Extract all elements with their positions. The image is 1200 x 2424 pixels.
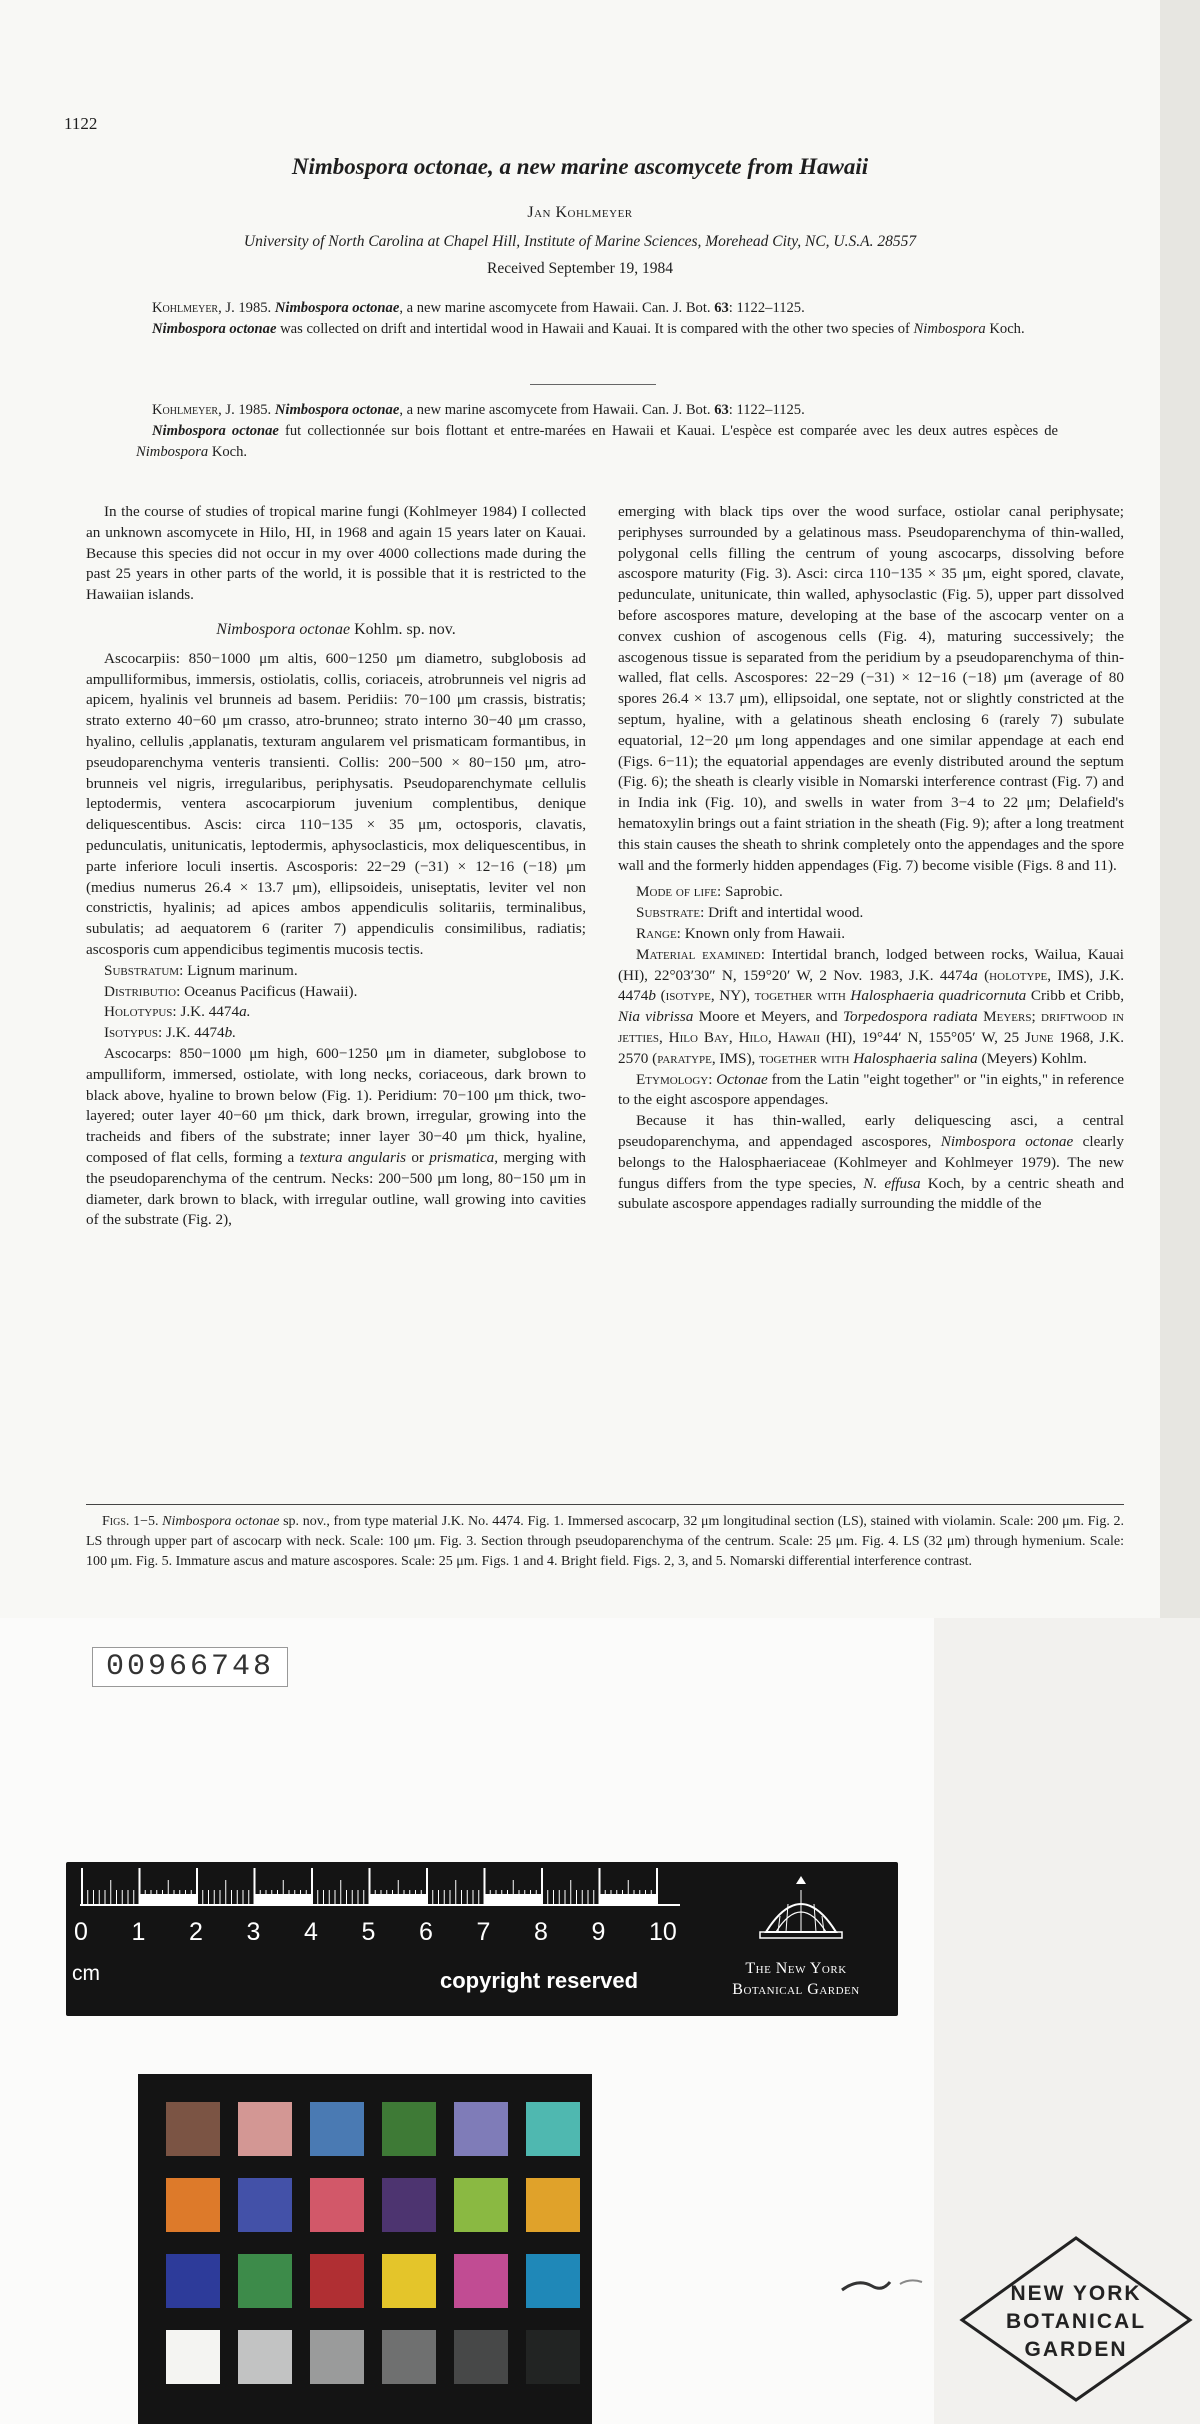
material-label: Material examined: bbox=[636, 945, 765, 963]
color-swatch bbox=[526, 2102, 580, 2156]
ruler-number: 1 bbox=[131, 1918, 146, 1946]
material-species-4: Halosphaeria salina bbox=[853, 1049, 978, 1067]
ruler-band bbox=[600, 1894, 658, 1906]
color-swatch bbox=[454, 2102, 508, 2156]
caption-label: Figs. 1−5. bbox=[102, 1514, 159, 1529]
holotypus-label: Holotypus: bbox=[104, 1003, 177, 1021]
substratum-line bbox=[86, 961, 586, 982]
latin-description: Ascocarpiis: 850−1000 μm altis, 600−1250 μm diametro, subglobosis ad ampulliformibus, immersis, ostiolatis, collis, coriaceis, atrobrunneis vel nigris ad apicem, hyalinis vel brunneis ad basem. Peridiis: 70−100 μm crassis, bistratis; strato externo 40−60 μm crasso, atro-brunneo; strato interno 30−40 μm crasso, hyalino, cellulis ,applanatis, texturam angularem vel prismaticam formantibus, in pseudoparenchyma venteris transienti. Collis: 200−500 × 80−150 μm, atro-brunneis vel nigris, irregularibus, periphysatis. Pseudoparenchymate cellulis leptodermis, ventera ascocarpiorum juvenium complentibus, denique deliquescentibus. Ascis: circa 110−135 × 35 μm, octosporis, clavatis, pedunculatis, unitunicatis, leptodermis, aphysoclasticis, mox deliquescentibus, in parte inferiore loculi insertis. Ascosporis: 22−29 (−31) × 12−16 (−18) μm (medius numerus 26.4 × 13.7 μm), ellipsoideis, uniseptatis, leviter vel non constrictis, hyalinis; ad apices ambos appendiculis solitariis, terminalibus, subulatis; ad aequatorem 6 (rariter 7) appendiculis consimilibus, radiatis; ascosporis cum appendicibus tegimentis mucosis tectis. bbox=[86, 649, 586, 958]
ruler-band bbox=[485, 1894, 543, 1906]
abstract-genus: Nimbospora bbox=[136, 444, 209, 460]
substrate-line bbox=[618, 903, 1124, 924]
abstract-end: Koch. bbox=[985, 321, 1025, 337]
material-text-f: (Meyers) Kohlm. bbox=[977, 1049, 1087, 1067]
holotypus-line bbox=[86, 1002, 586, 1023]
cite-volume: 63 bbox=[714, 402, 729, 418]
scale-ruler bbox=[66, 1862, 898, 2016]
substrate-label: Substrate: bbox=[636, 904, 705, 922]
because-text-b: clearly belongs to the Halosphaeriaceae (Kohlmeyer and Kohlmeyer 1979). The new fungus differs from the type species, bbox=[618, 1132, 1124, 1192]
because-species: Nimbospora octonae bbox=[940, 1132, 1074, 1150]
range-label: Range: bbox=[636, 924, 681, 942]
ascocarps-term-1: textura angularis bbox=[299, 1148, 407, 1166]
abstract-separator bbox=[530, 384, 656, 385]
material-paragraph bbox=[618, 945, 1124, 1070]
color-swatch bbox=[166, 2254, 220, 2308]
range-value: Known only from Hawaii. bbox=[680, 924, 845, 942]
ruler-copyright: copyright reserved bbox=[440, 1968, 639, 1993]
cite-rest: , a new marine ascomycete from Hawaii. Can. J. Bot. bbox=[399, 300, 715, 316]
color-swatch bbox=[166, 2102, 220, 2156]
etymology-text: from the Latin "eight together" or "in eights," in reference to the eight ascospore appendages. bbox=[618, 1070, 1124, 1109]
mode-label: Mode of life: bbox=[636, 883, 722, 901]
ruler-number: 4 bbox=[304, 1918, 318, 1946]
ascocarps-term-2: prismatica bbox=[429, 1148, 495, 1166]
left-column bbox=[86, 502, 586, 1231]
species-heading bbox=[86, 620, 586, 641]
ruler-number: 0 bbox=[74, 1918, 88, 1946]
heading-species-name: Nimbospora octonae bbox=[216, 620, 351, 638]
abstract-english bbox=[136, 298, 1058, 340]
caption-rule bbox=[86, 1504, 1124, 1505]
material-text-d: Moore et Meyers, and bbox=[693, 1008, 843, 1026]
ruler-number: 9 bbox=[591, 1918, 606, 1946]
ruler-ticks bbox=[80, 1868, 680, 1906]
isotypus-line bbox=[86, 1023, 586, 1044]
ruler-band bbox=[255, 1894, 313, 1906]
substrate-value: Drift and intertidal wood. bbox=[704, 904, 864, 922]
color-swatch bbox=[382, 2330, 436, 2384]
distributio-label: Distributio: bbox=[104, 982, 181, 1000]
color-swatch bbox=[526, 2254, 580, 2308]
cite-author: Kohlmeyer, J. bbox=[152, 300, 235, 316]
ascocarps-text-b: , merging with the pseudoparenchyma of the centrum. Necks: 200−500 μm long, 80−150 μm in diameter, dark brown to black, with irregular outline, wall growing into cavities of the substrate (Fig. 2), bbox=[86, 1148, 586, 1229]
ruler-number: 10 bbox=[649, 1918, 677, 1946]
material-holotype: (holotype, IMS), J.K. 4474 bbox=[618, 966, 1124, 1005]
abstract-french bbox=[136, 400, 1058, 463]
paper-clip-icon bbox=[838, 2270, 928, 2300]
sheet-edge bbox=[1160, 0, 1200, 1618]
mode-value: Saprobic. bbox=[721, 883, 783, 901]
color-swatch bbox=[238, 2178, 292, 2232]
abstract-genus: Nimbospora bbox=[913, 321, 986, 337]
cite-year: 1985. bbox=[234, 402, 275, 418]
substratum-value: Lignum marinum. bbox=[183, 961, 298, 979]
because-text-a: Because it has thin-walled, early deliquescing asci, a central pseudoparenchyma, and appendaged ascospores, bbox=[618, 1112, 1124, 1150]
stamp-line-2: BOTANICAL bbox=[1005, 2310, 1147, 2333]
cite-year: 1985. bbox=[234, 300, 275, 316]
color-calibration-chart bbox=[138, 2074, 592, 2424]
org-line-2: Botanical Garden bbox=[732, 1981, 860, 1998]
color-swatch bbox=[310, 2330, 364, 2384]
abstract-end: Koch. bbox=[208, 444, 248, 460]
conservatory-logo-icon bbox=[756, 1870, 846, 1948]
ruler-band bbox=[140, 1894, 198, 1906]
material-species-2: Nia vibrissa bbox=[618, 1008, 694, 1026]
cite-author: Kohlmeyer, J. bbox=[152, 402, 235, 418]
article-author: Jan Kohlmeyer bbox=[527, 204, 633, 221]
etymology-term: Octonae bbox=[716, 1070, 768, 1088]
figure-caption bbox=[86, 1512, 1124, 1572]
ascocarps-text-a: Ascocarps: 850−1000 μm high, 600−1250 μm in diameter, subglobose to ampulliform, immersed, ostiolate, with long necks, coriaceous, dark brown to black above, hyaline to brown below (Fig. 1). Peridium: 70−100 μm thick, two-layered; outer layer 40−60 μm thick, dark brown, irregular, growing into the tracheids and fibers of the substrate; inner layer 30−40 μm thick, hyaline, composed of flat cells, forming a bbox=[86, 1044, 586, 1166]
isotypus-value: J.K. 4474 bbox=[162, 1024, 225, 1042]
color-swatch bbox=[382, 2102, 436, 2156]
ruler-tick-marks bbox=[80, 1868, 680, 1906]
stamp-line-1: NEW YORK bbox=[1010, 2282, 1142, 2305]
page-number: 1122 bbox=[64, 114, 98, 133]
continued-paragraph: emerging with black tips over the wood surface, ostiolar canal periphysate; periphyses surrounded by a gelatinous mass. Pseudoparenchyma of thin-walled, polygonal cells filling the centrum of young ascocarps, dissolving before ascospore maturity (Fig. 3). Asci: circa 110−135 × 35 μm, eight spored, clavate, pedunculate, unitunicate, thin walled, aphysoclastic (Fig. 5), upper part dissolved before ascospores mature, developing at the base of the ascocarp venter on a convex cushion of ascogenous cells (Fig. 4), maturing successively; the ascogenous tissue is separated from the peridium by a pseudoparenchyma of thin-walled, flat cells. Ascospores: 22−29 (−31) × 12−16 (−18) μm (average of 80 spores 26.4 × 13.7 μm), ellipsoidal, one septate, not or slightly constricted at the septum, hyaline, with a gelatinous sheath enclosing 6 (rarely 7) subulate equatorial, 12−20 μm long appendages and one similar appendage at each end (Figs. 6−11); the equatorial appendages are evenly distributed around the septum (Fig. 6); the sheath is clearly visible in Nomarski interference contrast (Fig. 7) and in India ink (Fig. 10), and swells in water from 3−4 to 22 μm; Delafield's hematoxylin brings out a faint striation in the sheath (Fig. 9); after a long treatment this stain causes the sheath to shrink completely onto the appendages and the spore wall and the formerly hidden appendages (Fig. 7) become visible (Figs. 8 and 11). bbox=[618, 503, 1124, 874]
etymology-paragraph bbox=[618, 1070, 1124, 1112]
material-text-c: Cribb et Cribb, bbox=[1026, 987, 1124, 1005]
ascocarps-or: or bbox=[406, 1148, 430, 1166]
received-date: Received September 19, 1984 bbox=[487, 260, 673, 277]
ruler-number: 8 bbox=[534, 1918, 548, 1946]
abstract-species: Nimbospora octonae bbox=[152, 423, 279, 439]
ruler-number: 2 bbox=[189, 1918, 203, 1946]
distributio-value: Oceanus Pacificus (Hawaii). bbox=[180, 982, 358, 1000]
ruler-band bbox=[370, 1894, 428, 1906]
cite-volume: 63 bbox=[714, 300, 729, 316]
mode-line bbox=[618, 882, 1124, 903]
because-type-species: N. effusa bbox=[863, 1174, 921, 1192]
color-swatch bbox=[382, 2254, 436, 2308]
color-swatch bbox=[166, 2330, 220, 2384]
org-line-1: The New York bbox=[745, 1960, 847, 1977]
color-swatch bbox=[310, 2178, 364, 2232]
because-text-c: Koch, by a centric sheath and subulate ascospore appendages radially surrounding the middle of the bbox=[618, 1174, 1124, 1213]
range-line bbox=[618, 924, 1124, 945]
distributio-line bbox=[86, 982, 586, 1003]
heading-authority: Kohlm. sp. nov. bbox=[350, 620, 456, 638]
color-swatch bbox=[310, 2102, 364, 2156]
abstract-species: Nimbospora octonae bbox=[152, 321, 277, 337]
color-swatch bbox=[526, 2178, 580, 2232]
material-suffix-b: b bbox=[648, 987, 656, 1005]
ascocarps-paragraph bbox=[86, 1044, 586, 1231]
cite-title: Nimbospora octonae bbox=[274, 300, 400, 316]
caption-species: Nimbospora octonae bbox=[162, 1514, 280, 1529]
color-swatch bbox=[454, 2254, 508, 2308]
intro-paragraph: In the course of studies of tropical marine fungi (Kohlmeyer 1984) I collected an unknown ascomycete in Hilo, HI, in 1968 and again 15 years later on Kauai. Because this species did not occur in my over 4000 collections made during the past 25 years in other parts of the world, it is possible that it is restricted to the Hawaiian islands. bbox=[86, 503, 586, 604]
stamp-line-3: GARDEN bbox=[1024, 2338, 1128, 2361]
color-swatch bbox=[238, 2330, 292, 2384]
etymology-label: Etymology: bbox=[636, 1070, 713, 1088]
abstract-text: was collected on drift and intertidal wood in Hawaii and Kauai. It is compared with the other two species of bbox=[276, 321, 914, 337]
isotypus-suffix: b. bbox=[224, 1024, 237, 1042]
holotypus-suffix: a. bbox=[239, 1003, 251, 1021]
color-swatch bbox=[238, 2102, 292, 2156]
material-isotype: (isotype, NY), together with bbox=[655, 987, 851, 1005]
color-swatch bbox=[382, 2178, 436, 2232]
ruler-org-name bbox=[698, 1958, 894, 2000]
color-swatch bbox=[238, 2254, 292, 2308]
ruler-unit: cm bbox=[72, 1962, 100, 1985]
ruler-number: 5 bbox=[361, 1918, 376, 1946]
substratum-label: Substratum: bbox=[104, 961, 184, 979]
because-paragraph bbox=[618, 1111, 1124, 1215]
isotypus-label: Isotypus: bbox=[104, 1024, 163, 1042]
article-title: Nimbospora octonae, a new marine ascomycete from Hawaii bbox=[291, 154, 869, 179]
color-swatch bbox=[310, 2254, 364, 2308]
cite-rest: , a new marine ascomycete from Hawaii. Can. J. Bot. bbox=[399, 402, 715, 418]
ruler-number: 3 bbox=[246, 1918, 261, 1946]
color-swatch bbox=[166, 2178, 220, 2232]
color-swatch bbox=[454, 2330, 508, 2384]
holotypus-value: J.K. 4474 bbox=[176, 1003, 240, 1021]
material-species-3: Torpedospora radiata bbox=[842, 1008, 978, 1026]
cite-title: Nimbospora octonae bbox=[274, 402, 400, 418]
cite-pages: : 1122–1125. bbox=[728, 300, 805, 316]
abstract-text: fut collectionnée sur bois flottant et entre-marées en Hawaii et Kauai. L'espèce est comparée avec les deux autres espèces de bbox=[278, 423, 1059, 439]
material-text-e: Meyers; driftwood in jetties, Hilo Bay, Hilo, Hawaii (HI), 19°44′ N, 155°05′ W, 25 June 1968, J.K. 2570 (paratype, IMS), together with bbox=[618, 1008, 1124, 1067]
right-column bbox=[618, 502, 1124, 1215]
material-suffix-a: a bbox=[970, 966, 978, 984]
ruler-number: 7 bbox=[476, 1918, 491, 1946]
cite-pages: : 1122–1125. bbox=[728, 402, 805, 418]
specimen-barcode: 00966748 bbox=[92, 1647, 288, 1687]
garden-stamp bbox=[958, 2234, 1194, 2404]
color-swatch bbox=[454, 2178, 508, 2232]
article-affiliation: University of North Carolina at Chapel Hill, Institute of Marine Sciences, Morehead City, NC, U.S.A. 28557 bbox=[243, 233, 917, 250]
caption-text: sp. nov., from type material J.K. No. 4474. Fig. 1. Immersed ascocarp, 32 μm longitudinal section (LS), stained with violamin. Scale: 200 μm. Fig. 2. LS through upper part of ascocarp with neck. Scale: 100 μm. Fig. 3. Section through pseudoparenchyma of the centrum. Scale: 25 μm. Fig. 4. LS (32 μm) through hymenium. Scale: 100 μm. Fig. 5. Immature ascus and mature ascospores. Scale: 25 μm. Figs. 1 and 4. Bright field. Figs. 2, 3, and 5. Nomarski differential interference contrast. bbox=[86, 1514, 1125, 1569]
material-species-1: Halosphaeria quadricornuta bbox=[850, 987, 1027, 1005]
material-text-a: Intertidal branch, lodged between rocks, Wailua, Kauai (HI), 22°03′30″ N, 159°20′ W, 2 Nov. 1983, J.K. 4474 bbox=[618, 945, 1124, 984]
ruler-number: 6 bbox=[419, 1918, 433, 1946]
color-swatch bbox=[526, 2330, 580, 2384]
